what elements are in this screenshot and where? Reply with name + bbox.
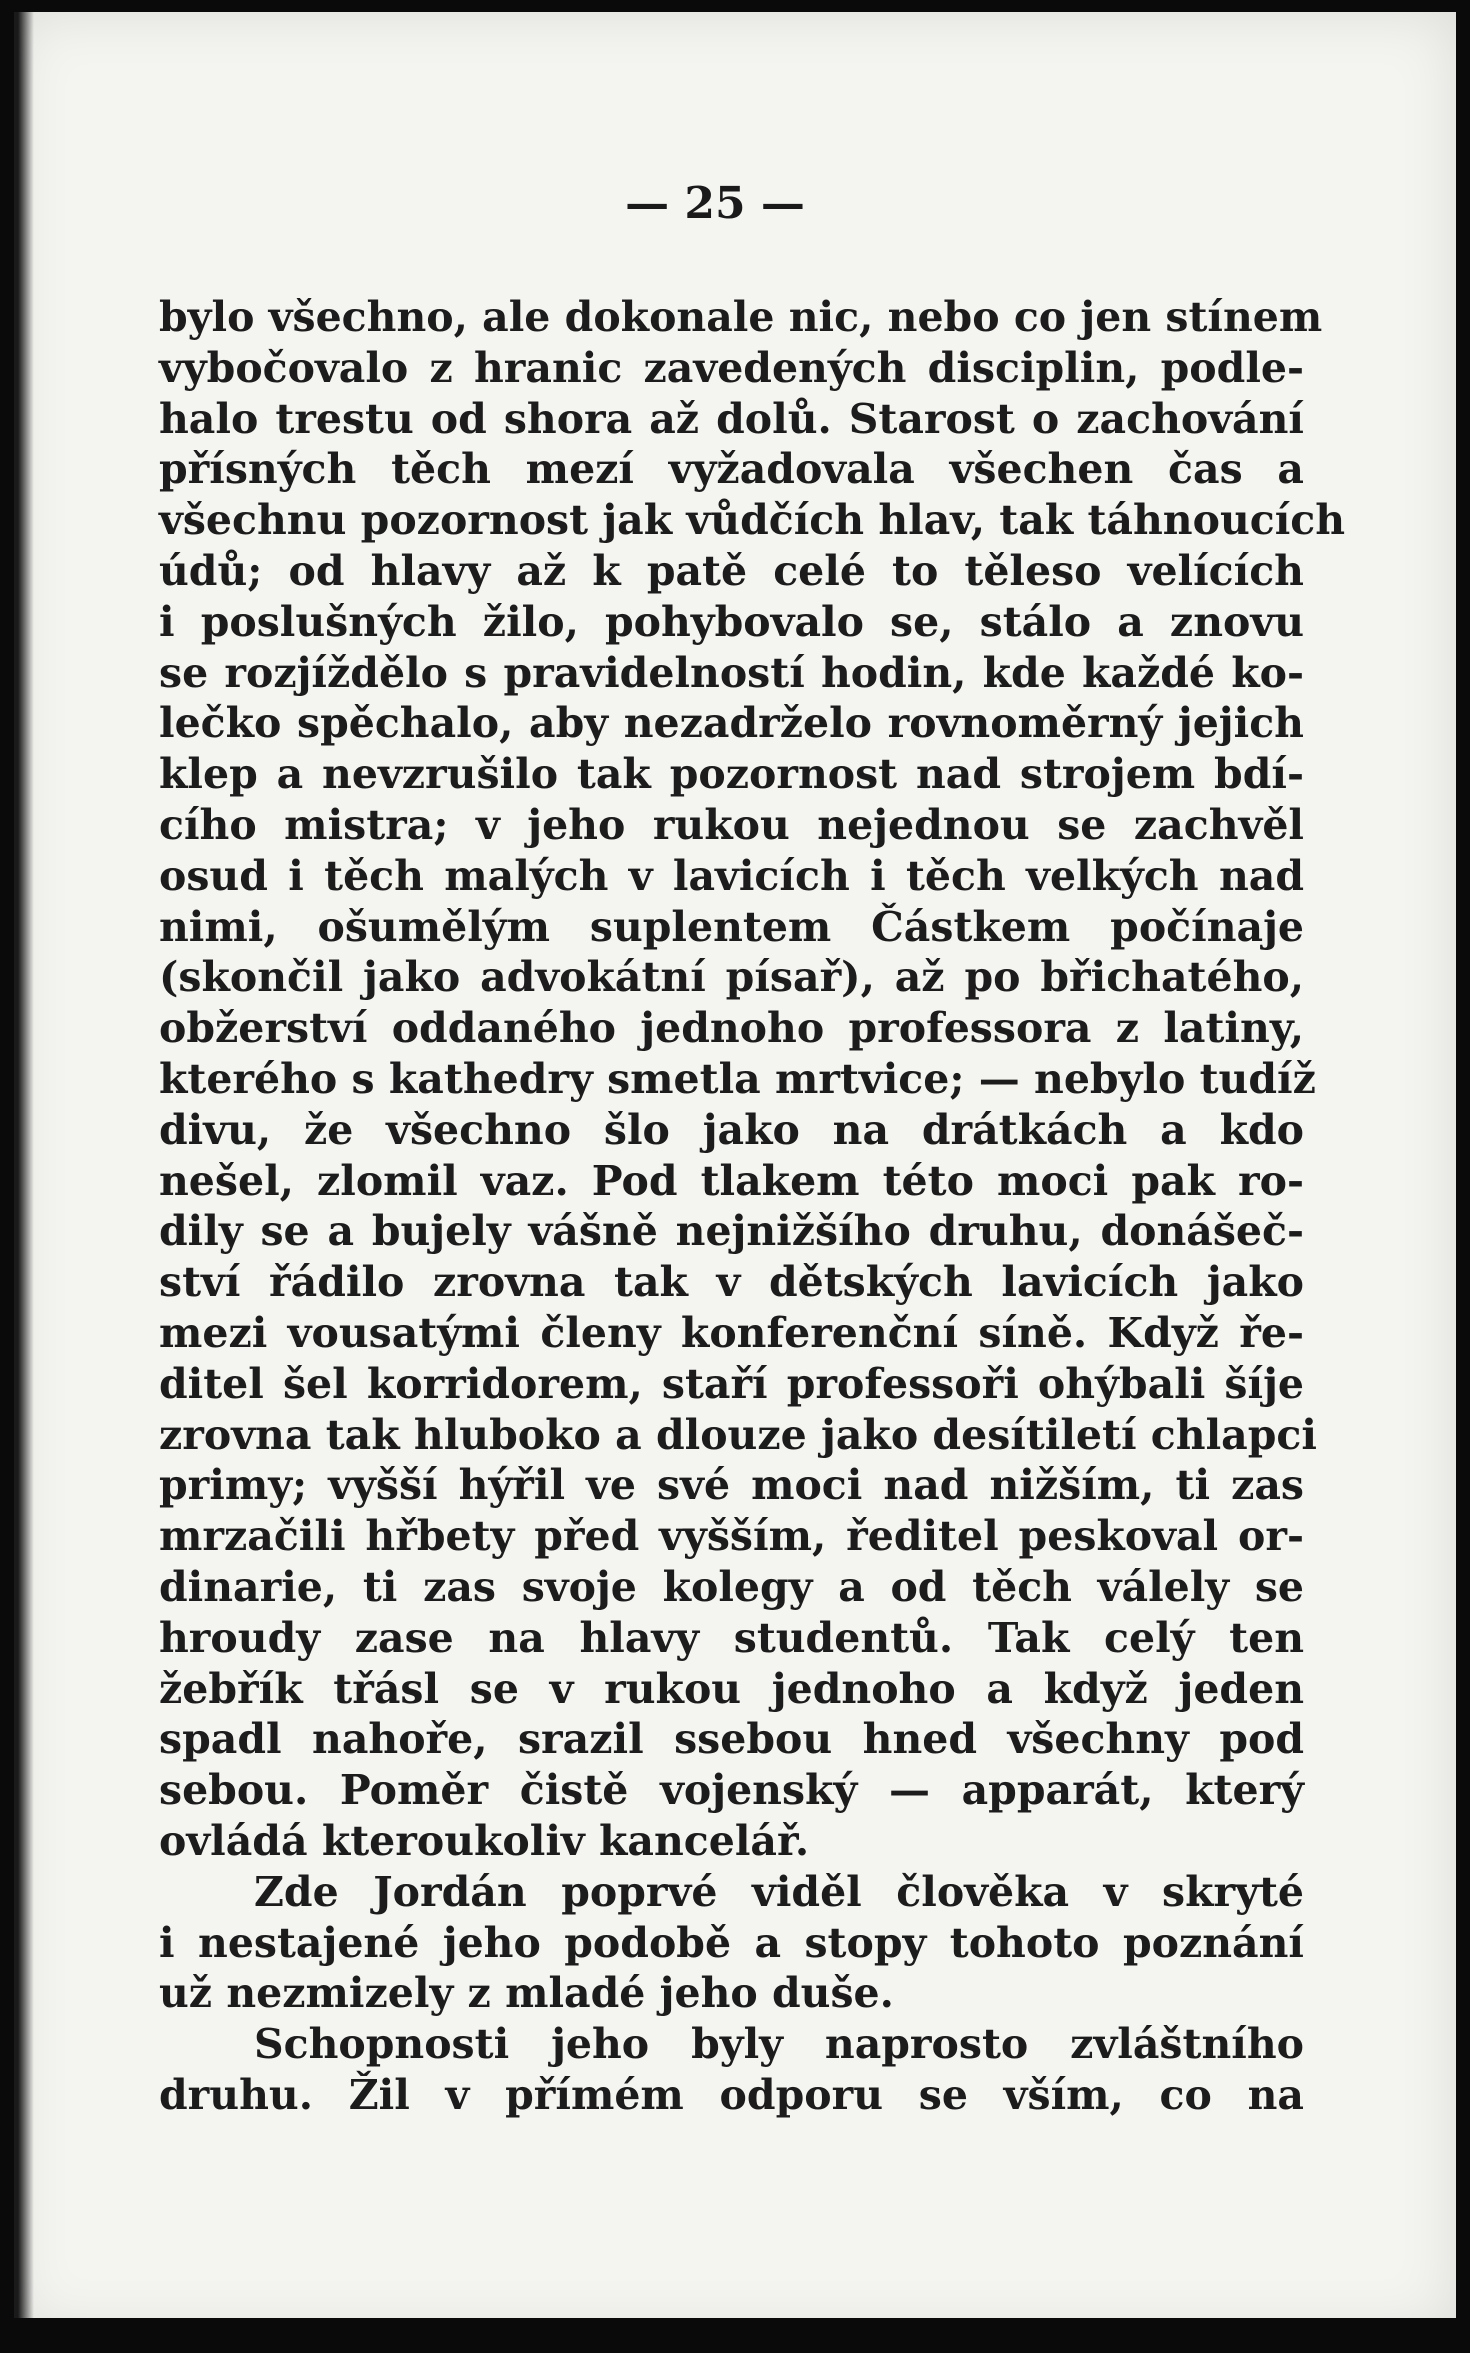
text-line: hroudy zase na hlavy studentů. Tak celý ten [159,1613,1304,1662]
text-line: nešel, zlomil vaz. Pod tlakem této moci pak ro- [159,1156,1304,1205]
text-line: už nezmizely z mladé jeho duše. [159,1969,894,2018]
text-line: primy; vyšší hýřil ve své moci nad nižším, ti zas [159,1461,1304,1510]
text-line: osud i těch malých v lavicích i těch velkých nad [159,851,1304,900]
text-line: obžerství oddaného jednoho professora z latiny, [159,1004,1304,1053]
text-line: druhu. Žil v přímém odporu se vším, co na [159,2070,1304,2119]
text-line: sebou. Poměr čistě vojenský — apparát, který [159,1766,1304,1815]
text-line: cího mistra; v jeho rukou nejednou se zachvěl [159,800,1304,849]
text-line: dily se a bujely vášně nejnižšího druhu, donášeč- [159,1207,1304,1256]
text-line: ovládá kteroukoliv kancelář. [159,1816,810,1865]
text-line: i poslušných žilo, pohybovalo se, stálo a znovu [159,597,1304,646]
text-line: i nestajené jeho podobě a stopy tohoto poznání [159,1918,1304,1967]
text-line: bylo všechno, ale dokonale nic, nebo co jen stínem [159,293,1323,341]
text-line: přísných těch mezí vyžadovala všechen čas a [159,445,1304,494]
text-line: spadl nahoře, srazil ssebou hned všechny pod [159,1715,1304,1764]
text-line: nimi, ošumělým suplentem Částkem počínaje [159,902,1304,951]
text-line: se rozjíždělo s pravidelností hodin, kde každé ko- [159,648,1304,697]
text-line: lečko spěchalo, aby nezadrželo rovnoměrný jejich [159,699,1304,748]
book-page [14,12,1456,2332]
text-line: žebřík třásl se v rukou jednoho a když jeden [159,1664,1304,1713]
text-line: ditel šel korridorem, staří professoři ohýbali šíje [159,1359,1304,1408]
text-line: zrovna tak hluboko a dlouze jako desítiletí chlapci [159,1410,1317,1459]
text-line: dinarie, ti zas svoje kolegy a od těch válely se [159,1562,1304,1611]
text-line: kterého s kathedry smetla mrtvice; — nebylo tudíž [159,1054,1316,1103]
text-line: mrzačili hřbety před vyšším, ředitel peskoval or- [159,1512,1304,1561]
text-line: Zde Jordán poprvé viděl člověka v skryté [254,1867,1304,1916]
text-line: všechnu pozornost jak vůdčích hlav, tak táhnoucích [159,496,1346,545]
text-line: (skončil jako advokátní písař), až po břichatého, [159,953,1304,1002]
text-line: klep a nevzrušilo tak pozornost nad strojem bdí- [159,750,1304,799]
body-text [159,292,1346,2121]
page-binding-edge [14,12,34,2332]
scan-bottom-edge [0,2318,1470,2353]
text-line: Schopnosti jeho byly naprosto zvláštního [254,2020,1304,2069]
text-line: mezi vousatými členy konferenční síně. Když ře- [159,1308,1304,1357]
text-line: ství řádilo zrovna tak v dětských lavicích jako [159,1258,1304,1307]
text-line: vybočovalo z hranic zavedených disciplin, podle- [159,343,1304,392]
page-number: — 25 — [625,178,805,229]
text-line: halo trestu od shora až dolů. Starost o zachování [159,394,1304,443]
text-line: údů; od hlavy až k patě celé to těleso velících [159,546,1304,595]
text-line: divu, že všechno šlo jako na drátkách a kdo [159,1105,1304,1154]
